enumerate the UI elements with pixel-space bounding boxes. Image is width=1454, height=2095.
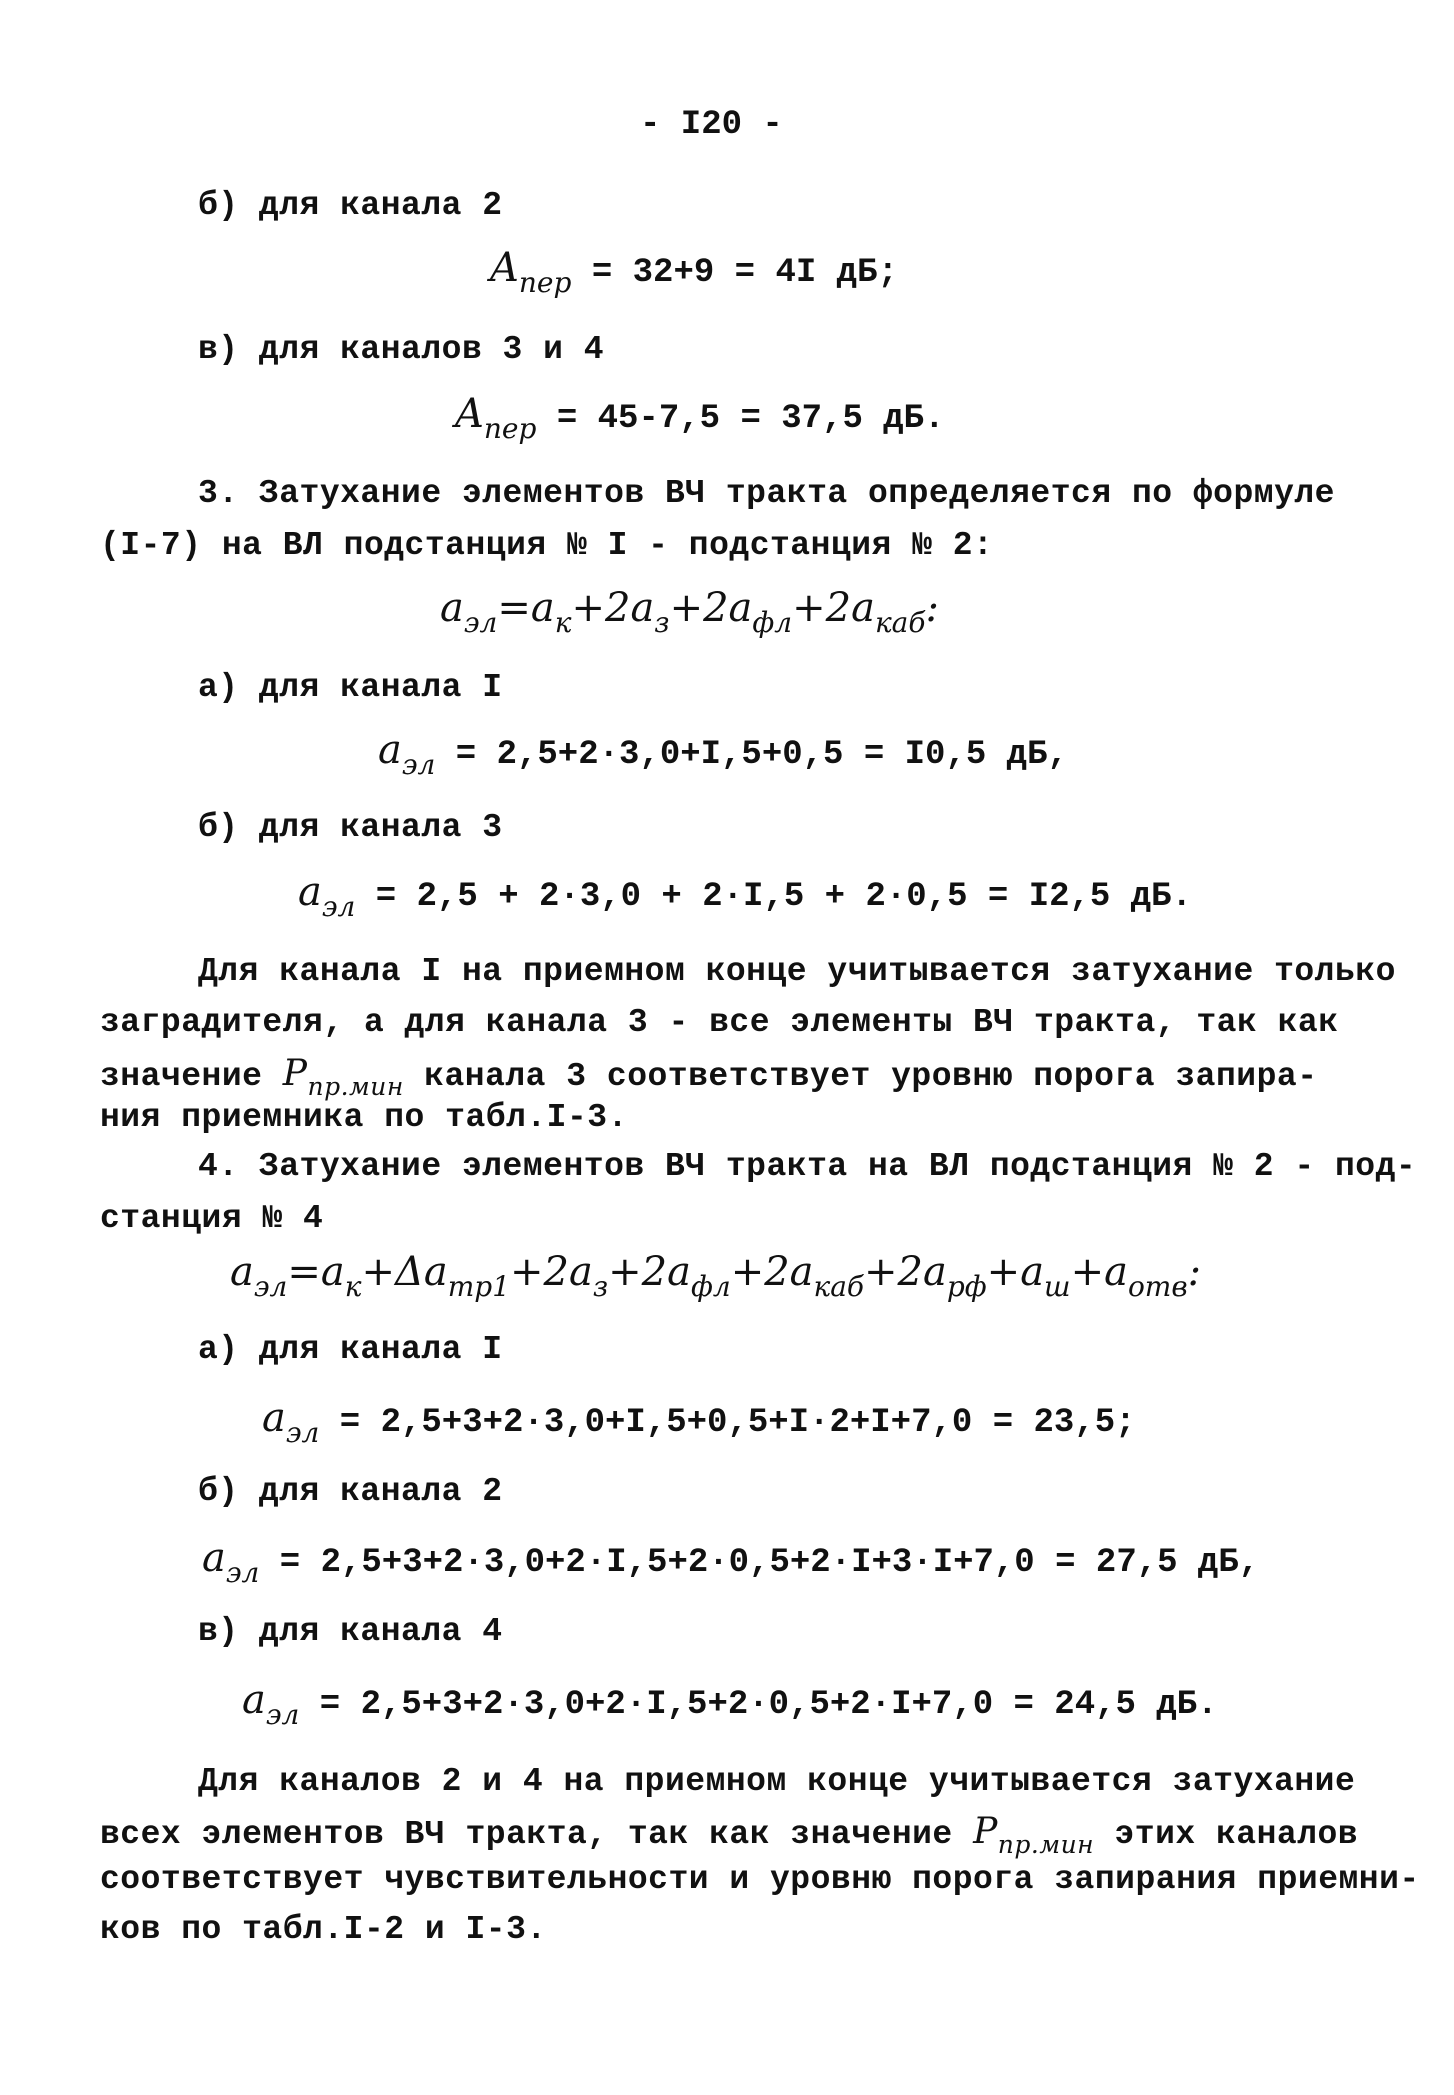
item-v-channel-4: в) для канала 4 [198,1613,503,1650]
formula-symbol: $a_{эл}$ [242,1677,300,1731]
paragraph-4-line-4: ния приемника по табл.I-3. [100,1099,628,1136]
text-segment: этих каналов [1114,1816,1359,1853]
formula-ael-ch3 [298,869,1192,923]
text-segment: всех элементов ВЧ тракта, так как значение [100,1816,953,1853]
formula-element-attenuation-2 [230,1249,1202,1303]
formula-expression: $a_{эл}=a_к+\Delta a_{тр1}+2a_з+2a_{фл}+2a_{каб}+2a_{рф}+a_ш+a_{отв}$: [230,1249,1202,1303]
paragraph-4-line-2: заградителя, а для канала 3 - все элементы ВЧ тракта, так как [100,1004,1339,1041]
page-number: - I20 - [640,106,783,144]
formula-ael-ch1-second [262,1395,1136,1449]
formula-symbol: $a_{эл}$ [202,1535,260,1589]
formula-ael-ch2 [202,1535,1260,1589]
paragraph-4-line-1: Для канала I на приемном конце учитывается затухание только [198,953,1396,990]
paragraph-3-line-1: 3. Затухание элементов ВЧ тракта определяется по формуле [198,475,1335,512]
formula-ael-ch1 [378,727,1068,781]
item-a-channel-1: а) для канала I [198,669,503,706]
formula-attenuation-ch3-4 [455,391,945,445]
paragraph-5-line-2: станция № 4 [100,1200,324,1237]
formula-expression: $a_{эл}=a_к+2a_з+2a_{фл}+2a_{каб}$: [440,585,939,639]
formula-symbol: $a_{эл}$ [378,727,436,781]
formula-symbol: $a_{эл}$ [298,869,356,923]
formula-attenuation-ch2 [490,245,898,299]
formula-value: = 32+9 = 4I дБ; [591,254,898,292]
formula-value: = 2,5+3+2·3,0+I,5+0,5+I·2+I+7,0 = 23,5; [339,1404,1136,1442]
paragraph-6-line-3: соответствует чувствительности и уровню порога запирания приемни- [100,1861,1420,1898]
symbol-p-pr-min: $P_{пр.мин}$ [282,1053,404,1101]
formula-value: = 2,5+2·3,0+I,5+0,5 = I0,5 дБ, [455,736,1068,774]
formula-element-attenuation-1 [440,585,939,639]
formula-symbol: $A_{пер}$ [490,245,572,299]
formula-value: = 45-7,5 = 37,5 дБ. [556,400,945,438]
item-v-channels-3-4: в) для каналов 3 и 4 [198,331,605,368]
paragraph-6-line-4: ков по табл.I-2 и I-3. [100,1911,547,1948]
item-a-channel-1-second: а) для канала I [198,1331,503,1368]
formula-value: = 2,5+3+2·3,0+2·I,5+2·0,5+2·I+3·I+7,0 = 27,5 дБ, [279,1544,1260,1582]
symbol-p-pr-min: $P_{пр.мин}$ [973,1811,1095,1859]
item-b-channel-2-second: б) для канала 2 [198,1473,503,1510]
formula-value: = 2,5+3+2·3,0+2·I,5+2·0,5+2·I+7,0 = 24,5 дБ. [319,1686,1218,1724]
formula-symbol: $a_{эл}$ [262,1395,320,1449]
paragraph-6-line-1: Для каналов 2 и 4 на приемном конце учитывается затухание [198,1763,1356,1800]
item-b-channel-3: б) для канала 3 [198,809,503,846]
paragraph-3-line-2: (I-7) на ВЛ подстанция № I - подстанция № 2: [100,527,994,564]
formula-ael-ch4 [242,1677,1218,1731]
formula-value: = 2,5 + 2·3,0 + 2·I,5 + 2·0,5 = I2,5 дБ. [375,878,1192,916]
paragraph-5-line-1: 4. Затухание элементов ВЧ тракта на ВЛ подстанция № 2 - под- [198,1148,1417,1185]
text-segment: значение [100,1058,263,1095]
formula-symbol: $A_{пер}$ [455,391,537,445]
item-b-channel-2: б) для канала 2 [198,187,503,224]
paragraph-6-line-2 [100,1811,1359,1859]
text-segment: канала 3 соответствует уровню порога запира- [424,1058,1318,1095]
paragraph-4-line-3 [100,1053,1318,1101]
